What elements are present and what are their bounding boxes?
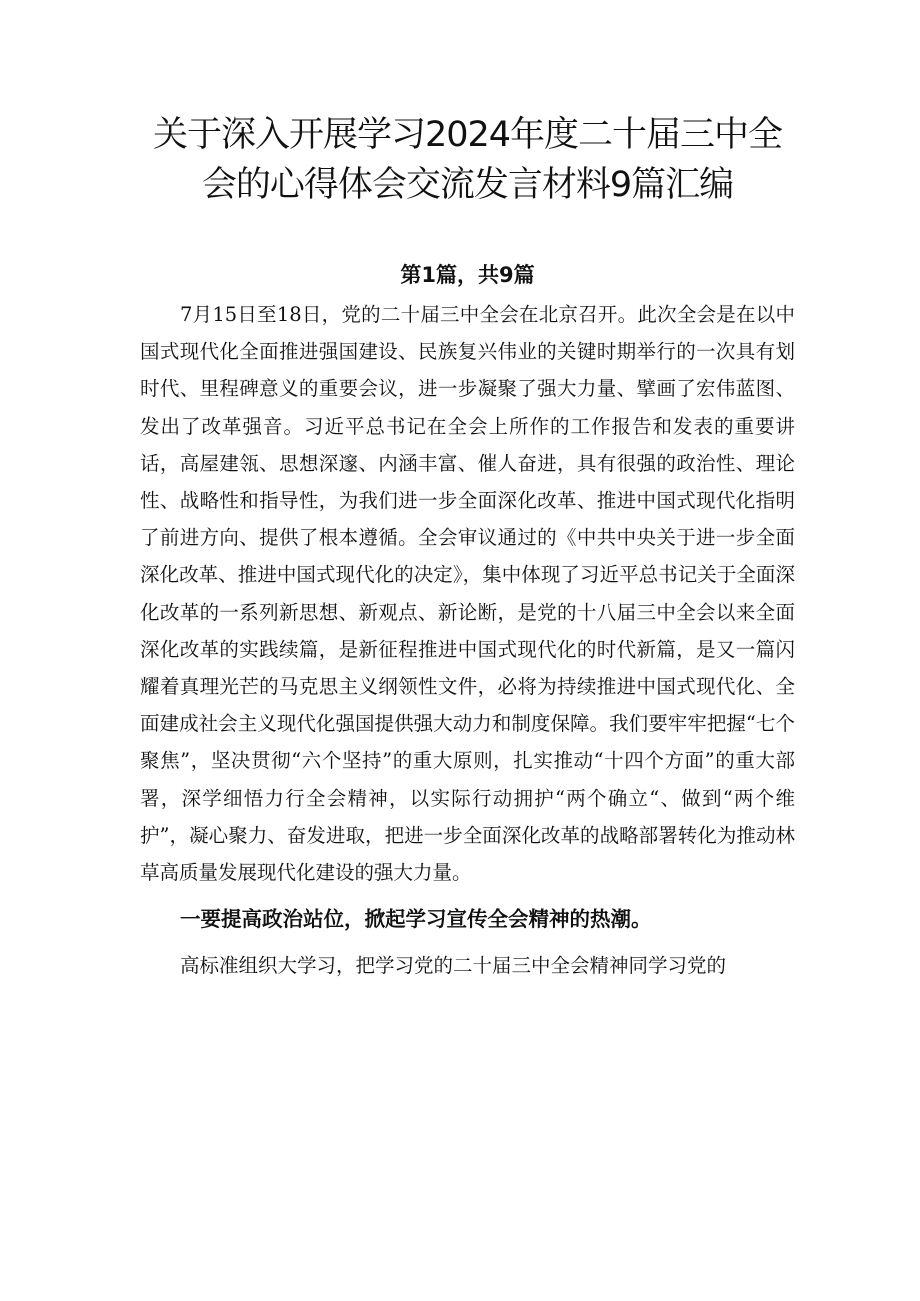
title-line-2: 会的心得体会交流发言材料9篇汇编 (201, 165, 734, 205)
part-heading: 第1篇，共9篇 (400, 263, 535, 287)
title-line-1: 关于深入开展学习2024年度二十届三中全 (152, 115, 783, 155)
section-heading: 一要提高政治站位，掀起学习宣传全会精神的热潮。 (180, 907, 652, 932)
body-paragraph-continued: 高标准组织大学习，把学习党的二十届三中全会精神同学习党的 (180, 954, 727, 978)
body-paragraph: 7月15日至18日，党的二十届三中全会在北京召开。此次全会是在以中国式现代化全面推进强国建设、民族复兴伟业的关键时期举行的一次具有划时代、里程碑意义的重要会议，进一步凝聚了强大力量、擘画了宏伟蓝图、发出了改革强音。习近平总书记在全会上所作的工作报告和发表的重要讲话，高屋建瓴、思想深邃、内涵丰富、催人奋进，具有很强的政治性、理论性、战略性和指导性，为我们进一步全面深化改革、推进中国式现代化指明了前进方向、提供了根本遵循。全会审议通过的《中共中央关于进一步全面深化改革、推进中国式现代化的决定》，集中体现了习近平总书记关于全面深化改革的一系列新思想、新观点、新论断，是党的十八届三中全会以来全面深化改革的实践续篇，是新征程推进中国式现代化的时代新篇，是又一篇闪耀着真理光芒的马克思主义纲领性文件，必将为持续推进中国式现代化、全面建成社会主义现代化强国提供强大动力和制度保障。我们要牢牢把握“七个聚焦”，坚决贯彻“六个坚持”的重大原则，扎实推动“十四个方面”的重大部署，深学细悟力行全会精神，以实际行动拥护“两个确立“、做到“两个维护”，凝心聚力、奋发进取，把进一步全面深化改革的战略部署转化为推动林草高质量发展现代化建设的强大力量。 (140, 303, 795, 885)
document-title (140, 110, 795, 210)
